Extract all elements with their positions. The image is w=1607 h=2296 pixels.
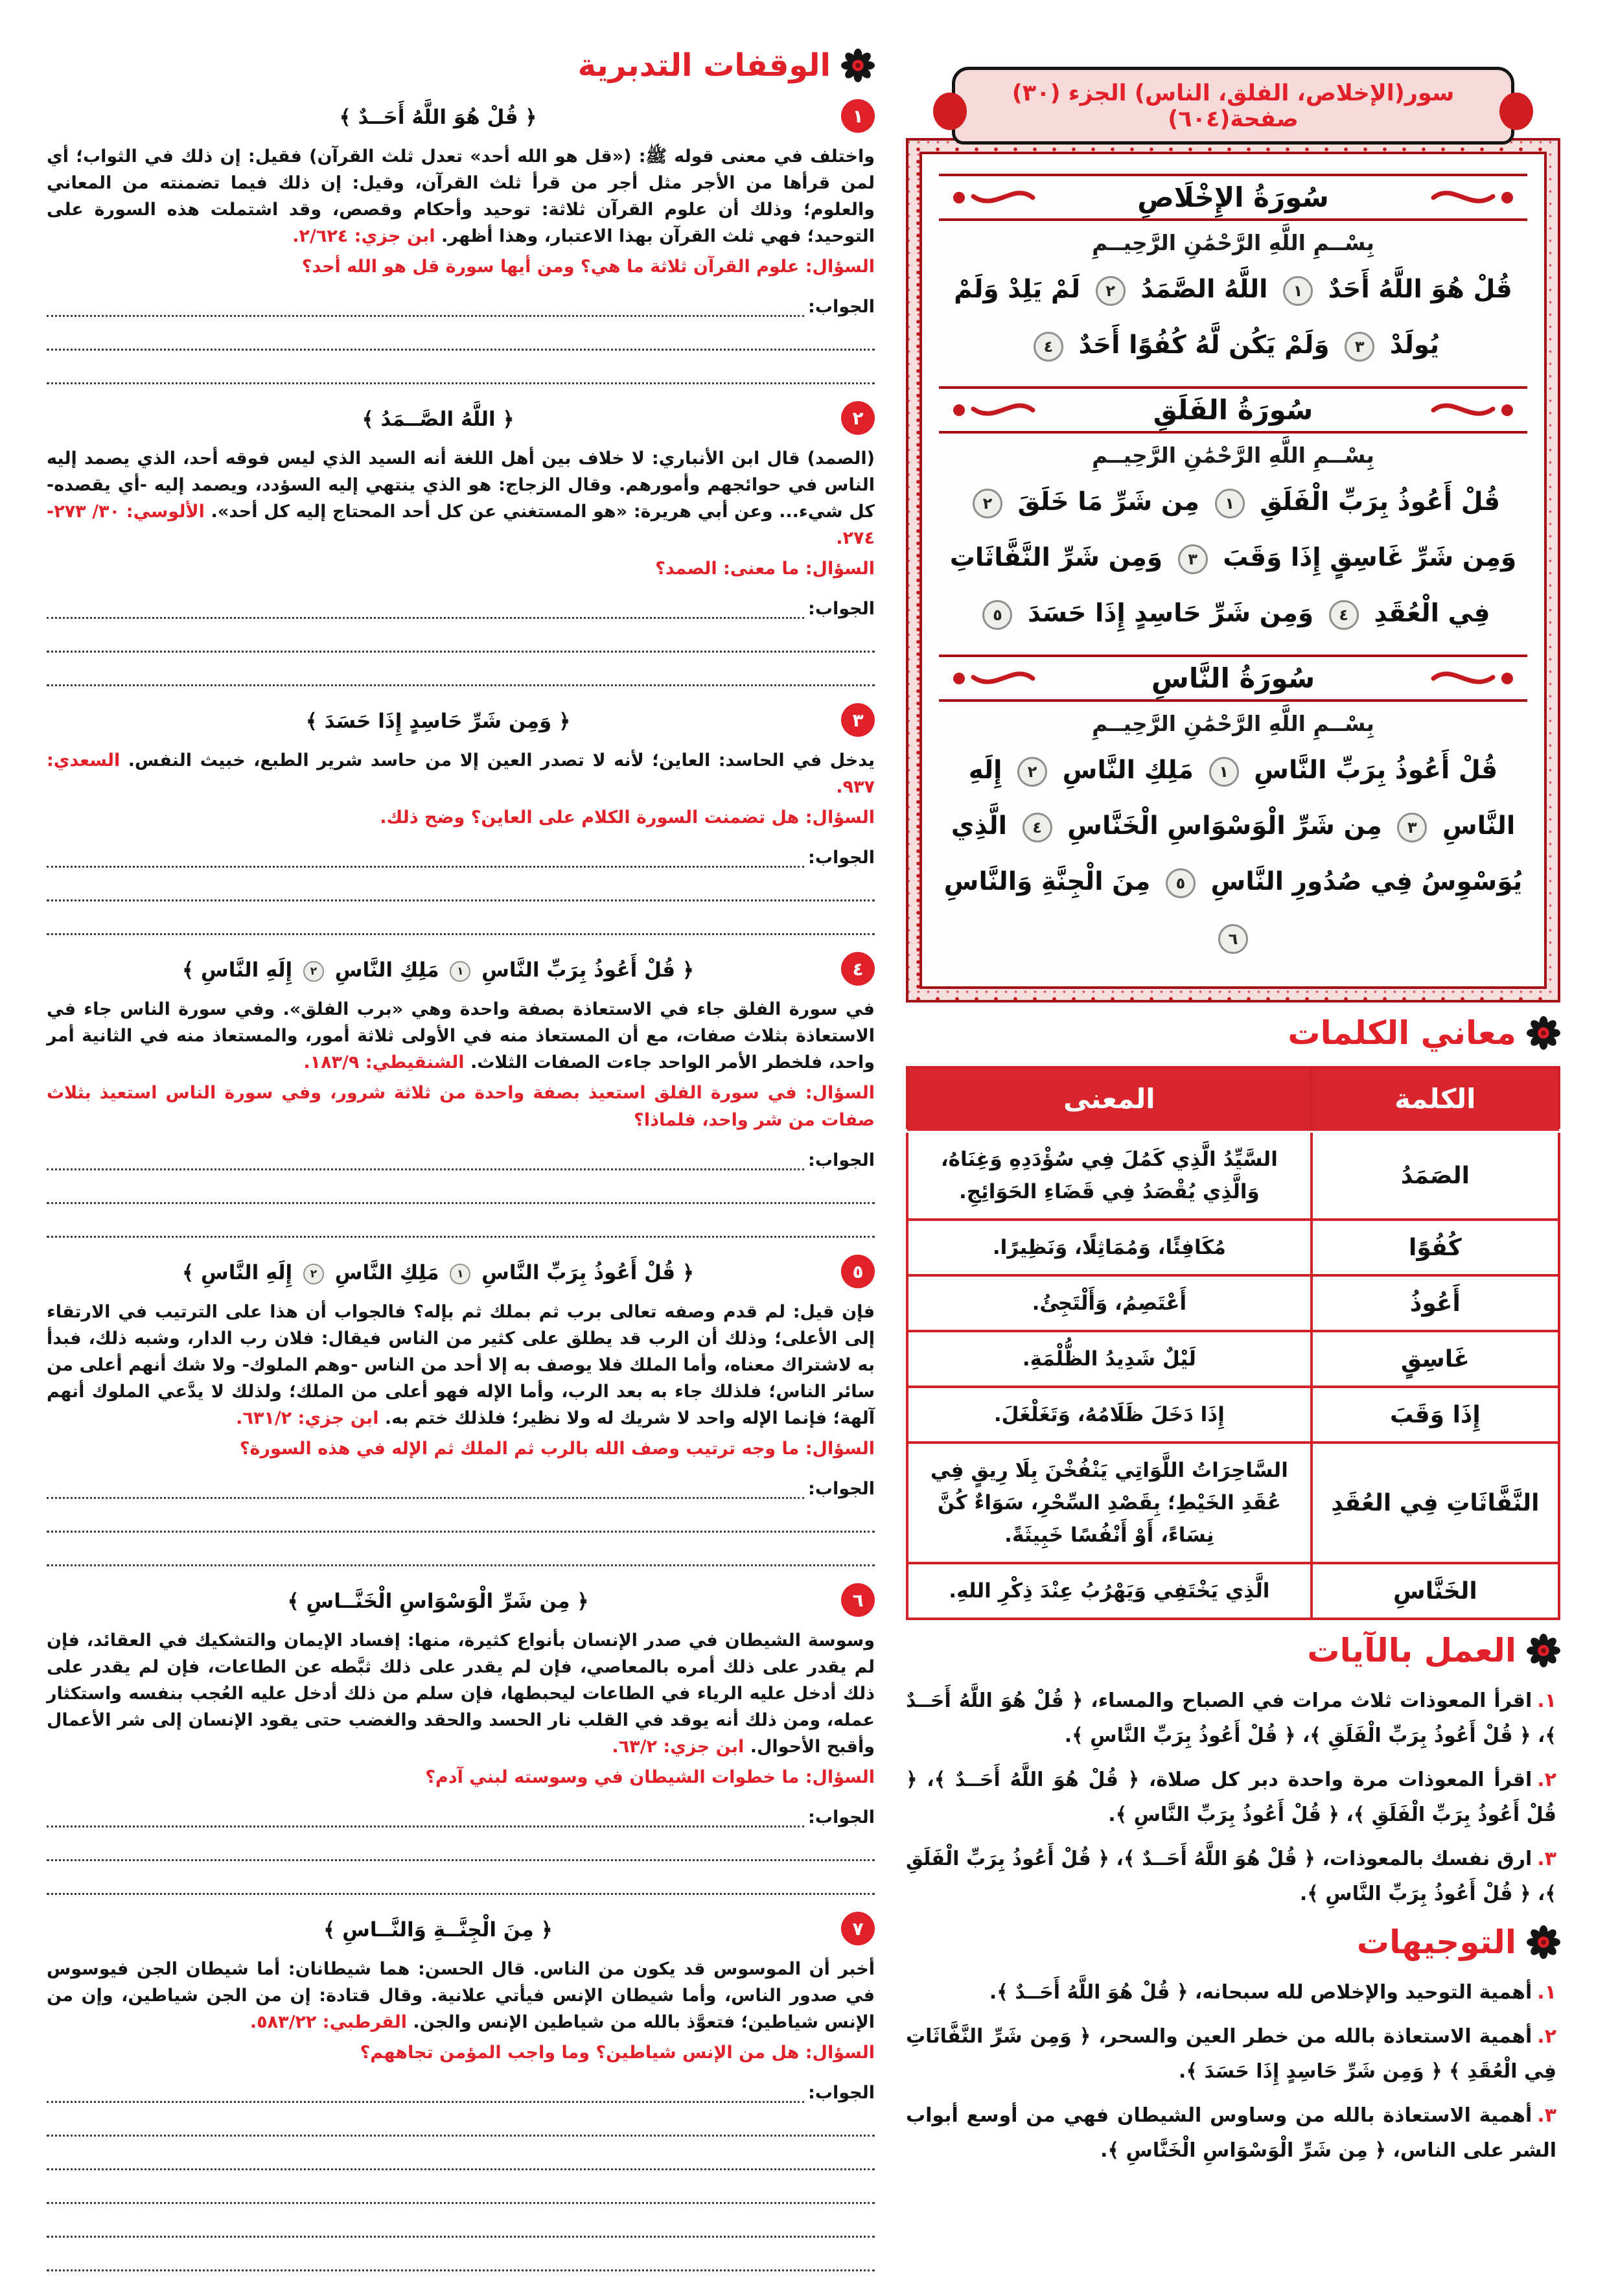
surah-title: سُورَةُ الإِخْلَاصِ (1137, 181, 1329, 213)
answer-area (47, 1465, 875, 1566)
word-cell: الصَمَدُ (1312, 1131, 1559, 1220)
commentary-text: (الصمد) قال ابن الأنباري: لا خلاف بين أهل اللغة أنه السيد الذي ليس فوقه أحد، الذي يصمد إليه الناس في حوائجهم وأمورهم. وقال الزجاج: هو الذي ينتهي إليه السؤدد، ويصمد إليه -أي يقصده- كل شيء... وعن أبي هريرة: «هو المستغني عن كل أحد المحتاج إليه كل أحد». (47, 448, 875, 522)
answer-line[interactable] (47, 1170, 875, 1204)
citation: الألوسي: ٣٠/ ٢٧٣- ٢٧٤. (47, 502, 875, 548)
answer-line[interactable] (47, 1861, 875, 1895)
meaning-cell: الَّذِي يَخْتَفِي وَيَهْرُبُ عِنْدَ ذِكْرِ اللهِ. (907, 1563, 1312, 1619)
surah-verses: قُلْ أَعُوذُ بِرَبِّ الْفَلَقِ ١ مِن شَرِّ مَا خَلَقَ ٢ وَمِن شَرِّ غَاسِقٍ إِذَا وَقَبَ ٣ وَمِن شَرِّ النَّفَّاثَاتِ فِي الْعُقَدِ ٤ وَمِن شَرِّ حَاسِدٍ إِذَا حَسَدَ ٥ (939, 472, 1527, 648)
mushaf-ornamental-frame (906, 138, 1560, 1003)
commentary-text: فإن قيل: لم قدم وصفه تعالى برب ثم بملك ثم بإله؟ فالجواب أن هذا على الترتيب في الارتقاء إلى الأعلى؛ وذلك أن الرب قد يطلق على كثير من الناس فيقال: فلان رب الدار، وشبه ذلك، فبدأ به لاشتراك معناه، وأما الملك فلا يوصف به إلا أحد من الناس -وهم الملوك- ولا شك أنهم أعلى من سائر الناس؛ فلذلك جاء به بعد الرب، وأما الإله فهو أعلى من الملك؛ ولذلك لا يدَّعي الملوك أنهم آلهة؛ فإنما الإله واحد لا شريك له ولا نظير؛ فلذلك ختم به. (47, 1302, 875, 1428)
surah-title-bar (939, 655, 1527, 702)
citation: الشنقيطي: ١٨٣/٩. (303, 1052, 465, 1073)
answer-line[interactable] (47, 2069, 804, 2103)
answer-label: الجواب: (808, 1807, 875, 1827)
answer-line[interactable] (47, 2204, 875, 2238)
surah-title-bar (939, 386, 1527, 434)
item-number-badge: ٥ (841, 1255, 875, 1288)
basmala: بِسْــمِ اللَّهِ الرَّحْمَٰنِ الرَّحِيــمِ (1092, 230, 1374, 255)
list-item (906, 1684, 1556, 1754)
meaning-cell: لَيْلٌ شَدِيدُ الظُّلْمَةِ. (907, 1331, 1312, 1387)
answer-line[interactable] (47, 1794, 804, 1827)
item-text: اقرأ المعوذات مرة واحدة دبر كل صلاة، ﴿ قُلْ هُوَ اللَّهُ أَحَــدٌ ﴾، ﴿ قُلْ أَعُوذُ بِرَبِّ الْفَلَقِ ﴾، ﴿ قُلْ أَعُوذُ بِرَبِّ النَّاسِ ﴾. (906, 1768, 1556, 1826)
item-text: اقرأ المعوذات ثلاث مرات في الصباح والمساء، ﴿ قُلْ هُوَ اللَّهُ أَحَــدٌ ﴾، ﴿ قُلْ أَعُوذُ بِرَبِّ الْفَلَقِ ﴾، ﴿ قُلْ أَعُوذُ بِرَبِّ النَّاسِ ﴾. (906, 1689, 1556, 1747)
answer-line[interactable] (47, 1533, 875, 1566)
surah-al-ikhlas (939, 174, 1527, 380)
amal-title: العمل بالآيات (1307, 1632, 1516, 1669)
answer-label: الجواب: (808, 599, 875, 619)
item-text: أهمية الاستعاذة بالله من خطر العين والسحر، ﴿ وَمِن شَرِّ النَّفَّاثَاتِ فِي الْعُقَدِ ﴾ ﴿ وَمِن شَرِّ حَاسِدٍ إِذَا حَسَدَ ﴾. (906, 2025, 1556, 2083)
flourish-icon (1426, 186, 1523, 209)
meaning-cell: السَّاحِرَاتُ اللَّوَاتِي يَنْفُخْنَ بِلَا رِيقٍ فِي عُقَدِ الخَيْطِ؛ بِقَصْدِ السِّحْرِ، سَوَاءٌ كُنَّ نِسَاءً، أَوْ أَنْفُسًا خَبِيثَةً. (907, 1443, 1312, 1563)
tawjihat-list (906, 1975, 1556, 2168)
item-number: ٣. (1537, 2104, 1556, 2127)
meaning-cell: السَّيِّدُ الَّذِي كَمُلَ فِي سُؤْدَدِهِ وَغِنَاهُ، وَالَّذِي يُقْصَدُ فِي قَضَاءِ الحَوَائِجِ. (907, 1131, 1312, 1220)
tawjihat-header (906, 1923, 1560, 1961)
item-number: ١. (1537, 1689, 1556, 1712)
quran-column (906, 36, 1560, 2287)
answer-line[interactable] (47, 1827, 875, 1861)
table-row (907, 1275, 1559, 1331)
item-number-badge: ٧ (841, 1912, 875, 1945)
meaning-cell: مُكَافِئًا، وَمُمَاثِلًا، وَنَظِيرًا. (907, 1220, 1312, 1275)
word-cell: غَاسِقٍ (1312, 1331, 1559, 1387)
waqafat-item (47, 702, 875, 935)
waqafat-item (47, 1910, 875, 2271)
verse-heading: ﴿ قُلْ هُوَ اللَّهُ أَحَــدٌ ﴾ (339, 106, 537, 129)
answer-area (47, 1137, 875, 1238)
surah-title: سُورَةُ الفَلَقِ (1153, 394, 1313, 426)
basmala: بِسْــمِ اللَّهِ الرَّحْمَٰنِ الرَّحِيــمِ (1092, 443, 1374, 468)
verse-heading: ﴿ قُلْ أَعُوذُ بِرَبِّ النَّاسِ ١ مَلِكِ النَّاسِ ٢ إِلَهِ النَّاسِ ﴾ (181, 1261, 695, 1284)
rosette-icon (841, 49, 875, 82)
rosette-icon (1527, 1634, 1560, 1667)
word-meanings-table (906, 1066, 1560, 1620)
answer-line[interactable] (47, 585, 804, 619)
mushaf-text-area (919, 152, 1547, 989)
word-meanings-header (906, 1014, 1560, 1052)
answer-label: الجواب: (808, 848, 875, 868)
amal-list (906, 1684, 1556, 1912)
amal-header (906, 1632, 1560, 1669)
waqafat-item (47, 400, 875, 686)
answer-label: الجواب: (808, 1150, 875, 1170)
word-cell: أَعُوذُ (1312, 1275, 1559, 1331)
mushaf-header-band: سور(الإخلاص، الفلق، الناس) الجزء (٣٠) صفحة(٦٠٤) (952, 67, 1515, 145)
answer-line[interactable] (47, 1499, 875, 1533)
flourish-icon (943, 186, 1040, 209)
answer-line[interactable] (47, 317, 875, 351)
answer-label: الجواب: (808, 297, 875, 317)
flourish-icon (943, 667, 1040, 690)
column-header-meaning: المعنى (907, 1067, 1312, 1131)
citation: ابن جزي: ٢/٦٢٤. (292, 226, 435, 246)
meaning-cell: إِذَا دَخَلَ ظَلَامُهُ، وَتَغَلْغَلَ. (907, 1387, 1312, 1443)
word-meanings-title: معاني الكلمات (1288, 1014, 1516, 1052)
column-header-word: الكلمة (1312, 1067, 1559, 1131)
tawjihat-title: التوجيهات (1356, 1923, 1516, 1961)
rosette-icon (1527, 1925, 1560, 1959)
commentary-text: أخبر أن الموسوس قد يكون من الناس. قال الحسن: هما شيطانان: أما شيطان الجن فيوسوس في صدور الناس، وأما شيطان الإنس فيأتي علانية. وقال قتادة: إن من الجن شياطين، وإن من الإنس شياطين؛ فتعوَّذ بالله من شياطين الإنس والجن. (47, 1959, 875, 2032)
item-number: ٢. (1537, 1768, 1556, 1791)
answer-line[interactable] (47, 868, 875, 901)
item-number-badge: ٣ (841, 703, 875, 737)
surah-title-bar (939, 174, 1527, 221)
surah-title: سُورَةُ النَّاسِ (1151, 662, 1315, 694)
flourish-icon (1426, 399, 1523, 422)
word-cell: الخَنَّاسِ (1312, 1563, 1559, 1619)
waqafat-title: الوقفات التدبرية (577, 47, 831, 84)
item-number-badge: ٦ (841, 1583, 875, 1617)
meaning-cell: أَعْتَصِمُ، وَأَلْتَجِئُ. (907, 1275, 1312, 1331)
answer-area (47, 283, 875, 384)
waqafat-item (47, 1253, 875, 1566)
item-number: ٢. (1537, 2025, 1556, 2048)
item-text: ارق نفسك بالمعوذات، ﴿ قُلْ هُوَ اللَّهُ أَحَــدٌ ﴾، ﴿ قُلْ أَعُوذُ بِرَبِّ الْفَلَقِ ﴾، ﴿ قُلْ أَعُوذُ بِرَبِّ النَّاسِ ﴾. (906, 1848, 1556, 1905)
list-item (906, 1842, 1556, 1912)
table-row (907, 1220, 1559, 1275)
item-number: ٣. (1537, 1848, 1556, 1870)
answer-line[interactable] (47, 2170, 875, 2204)
list-item (906, 1763, 1556, 1833)
verse-heading: ﴿ اللَّهُ الصَّــمَدُ ﴾ (362, 408, 514, 431)
list-item (906, 2098, 1556, 2168)
table-row (907, 1131, 1559, 1220)
verse-heading: ﴿ قُلْ أَعُوذُ بِرَبِّ النَّاسِ ١ مَلِكِ النَّاسِ ٢ إِلَهِ النَّاسِ ﴾ (181, 958, 695, 982)
word-cell: النَّفَّاثَاتِ فِي العُقَدِ (1312, 1443, 1559, 1563)
surah-verses: قُلْ هُوَ اللَّهُ أَحَدٌ ١ اللَّهُ الصَّمَدُ ٢ لَمْ يَلِدْ وَلَمْ يُولَدْ ٣ وَلَمْ يَكُن لَّهُ كُفُوًا أَحَدٌ ٤ (939, 259, 1527, 380)
item-number-badge: ١ (841, 99, 875, 133)
question-text: السؤال: ما خطوات الشيطان في وسوسته لبني آدم؟ (425, 1767, 875, 1787)
answer-area (47, 2069, 875, 2271)
basmala: بِسْــمِ اللَّهِ الرَّحْمَٰنِ الرَّحِيــمِ (1092, 711, 1374, 736)
commentary-text: وسوسة الشيطان في صدر الإنسان بأنواع كثيرة، منها: إفساد الإيمان والتشكيك في العقائد، فإن لم يقدر على ذلك أمره بالمعاصي، فإن لم يقدر على ذلك ثبَّطه عن الطاعات، فإن لم يقدر على ذلك أدخل عليه الرياء في الطاعات ليحبطها، فإن سلم من ذلك أدخل عليه العُجب بنفسه واستكثار عمله، ومن ذلك أنه يوقد في القلب نار الحسد والحقد والغضب حتى يقود الإنسان إلى شر الأعمال وأقبح الأحوال. (47, 1630, 875, 1757)
rosette-icon (1527, 1016, 1560, 1050)
answer-label: الجواب: (808, 2083, 875, 2103)
answer-line[interactable] (47, 351, 875, 384)
answer-line[interactable] (47, 619, 875, 653)
table-row (907, 1563, 1559, 1619)
list-item (906, 1975, 1556, 2010)
answer-area (47, 834, 875, 935)
waqafat-column (47, 36, 875, 2287)
commentary-text: يدخل في الحاسد: العاين؛ لأنه لا تصدر العين إلا من حاسد شرير الطبع، خبيث النفس. (128, 750, 875, 771)
surah-al-falaq (939, 386, 1527, 648)
commentary-text: واختلف في معنى قوله ﷺ: («قل هو الله أحد» تعدل ثلث القرآن) فقيل: إن ذلك في الثواب؛ أي لمن قرأها من الأجر مثل أجر من قرأ ثلث القرآن، وقيل: إن ذلك فيما تضمنته من المعاني والعلوم؛ وذلك أن علوم القرآن ثلاثة: توحيد وأحكام وقصص، وقد اشتملت هذه السورة على التوحيد؛ فهي ثلث القرآن بهذا الاعتبار، وهذا أظهر. (47, 146, 875, 246)
waqafat-item (47, 1582, 875, 1895)
word-cell: كُفُوًا (1312, 1220, 1559, 1275)
question-text: السؤال: ما وجه ترتيب وصف الله بالرب ثم الملك ثم الإله في هذه السورة؟ (239, 1439, 875, 1459)
waqafat-header (47, 47, 875, 84)
citation: القرطبي: ٥٨٣/٢٢. (249, 2012, 407, 2032)
answer-line[interactable] (47, 901, 875, 935)
question-text: السؤال: ما معنى: الصمد؟ (655, 559, 875, 579)
answer-line[interactable] (47, 2103, 875, 2137)
question-text: السؤال: هل تضمنت السورة الكلام على العاين؟ وضح ذلك. (380, 807, 875, 828)
citation: السعدي: ٩٣٧. (47, 750, 875, 797)
waqafat-item (47, 951, 875, 1238)
answer-line[interactable] (47, 834, 804, 868)
item-number-badge: ٢ (841, 401, 875, 435)
citation: ابن جزي: ٦٣١/٢. (236, 1408, 379, 1428)
question-text: السؤال: هل من الإنس شياطين؟ وما واجب المؤمن تجاههم؟ (360, 2043, 875, 2063)
answer-line[interactable] (47, 2137, 875, 2170)
flourish-icon (943, 399, 1040, 422)
citation: ابن جزي: ٦٣/٢. (612, 1737, 745, 1757)
answer-line[interactable] (47, 1204, 875, 1238)
verse-heading: ﴿ مِنَ الْجِنَّــةِ وَالنَّــاسِ ﴾ (323, 1918, 553, 1942)
list-item (906, 2019, 1556, 2089)
answer-line[interactable] (47, 2238, 875, 2271)
mushaf-page (906, 67, 1560, 1003)
word-cell: إِذَا وَقَبَ (1312, 1387, 1559, 1443)
table-row (907, 1387, 1559, 1443)
answer-line[interactable] (47, 1137, 804, 1170)
answer-label: الجواب: (808, 1479, 875, 1499)
answer-area (47, 1794, 875, 1895)
surah-verses: قُلْ أَعُوذُ بِرَبِّ النَّاسِ ١ مَلِكِ النَّاسِ ٢ إِلَهِ النَّاسِ ٣ مِن شَرِّ الْوَسْوَاسِ الْخَنَّاسِ ٤ الَّذِي يُوَسْوِسُ فِي صُدُورِ النَّاسِ ٥ مِنَ الْجِنَّةِ وَالنَّاسِ ٦ (939, 740, 1527, 972)
verse-heading: ﴿ مِن شَرِّ الْوَسْوَاسِ الْخَنَّــاسِ ﴾ (287, 1590, 589, 1613)
item-number: ١. (1537, 1981, 1556, 2004)
commentary-text: في سورة الفلق جاء في الاستعاذة بصفة واحدة وهي «برب الفلق». وفي سورة الناس جاء في الاستعاذة بثلاث صفات، مع أن المستعاذ منه في الأولى ثلاثة أمور، والمستعاذ منه في الثانية أمر واحد، فلخطر الأمر الواحد جاءت الصفات الثلاث. (47, 999, 875, 1073)
surah-an-nas (939, 655, 1527, 972)
answer-line[interactable] (47, 653, 875, 686)
verse-heading: ﴿ وَمِن شَرِّ حَاسِدٍ إِذَا حَسَدَ ﴾ (305, 710, 571, 733)
waqafat-item (47, 98, 875, 384)
item-text: أهمية الاستعاذة بالله من وساوس الشيطان فهي من أوسع أبواب الشر على الناس، ﴿ مِن شَرِّ الْوَسْوَاسِ الْخَنَّاسِ ﴾. (906, 2104, 1556, 2162)
answer-line[interactable] (47, 283, 804, 317)
answer-line[interactable] (47, 1465, 804, 1499)
answer-area (47, 585, 875, 686)
question-text: السؤال: في سورة الفلق استعيذ بصفة واحدة من ثلاثة شرور، وفي سورة الناس استعيذ بثلاث صفات من شر واحد، فلماذا؟ (47, 1083, 875, 1130)
table-row (907, 1443, 1559, 1563)
item-text: أهمية التوحيد والإخلاص لله سبحانه، ﴿ قُلْ هُوَ اللَّهُ أَحَــدٌ ﴾. (989, 1981, 1532, 2004)
question-text: السؤال: علوم القرآن ثلاثة ما هي؟ ومن أيها سورة قل هو الله أحد؟ (301, 257, 875, 277)
flourish-icon (1426, 667, 1523, 690)
table-row (907, 1331, 1559, 1387)
item-number-badge: ٤ (841, 952, 875, 986)
